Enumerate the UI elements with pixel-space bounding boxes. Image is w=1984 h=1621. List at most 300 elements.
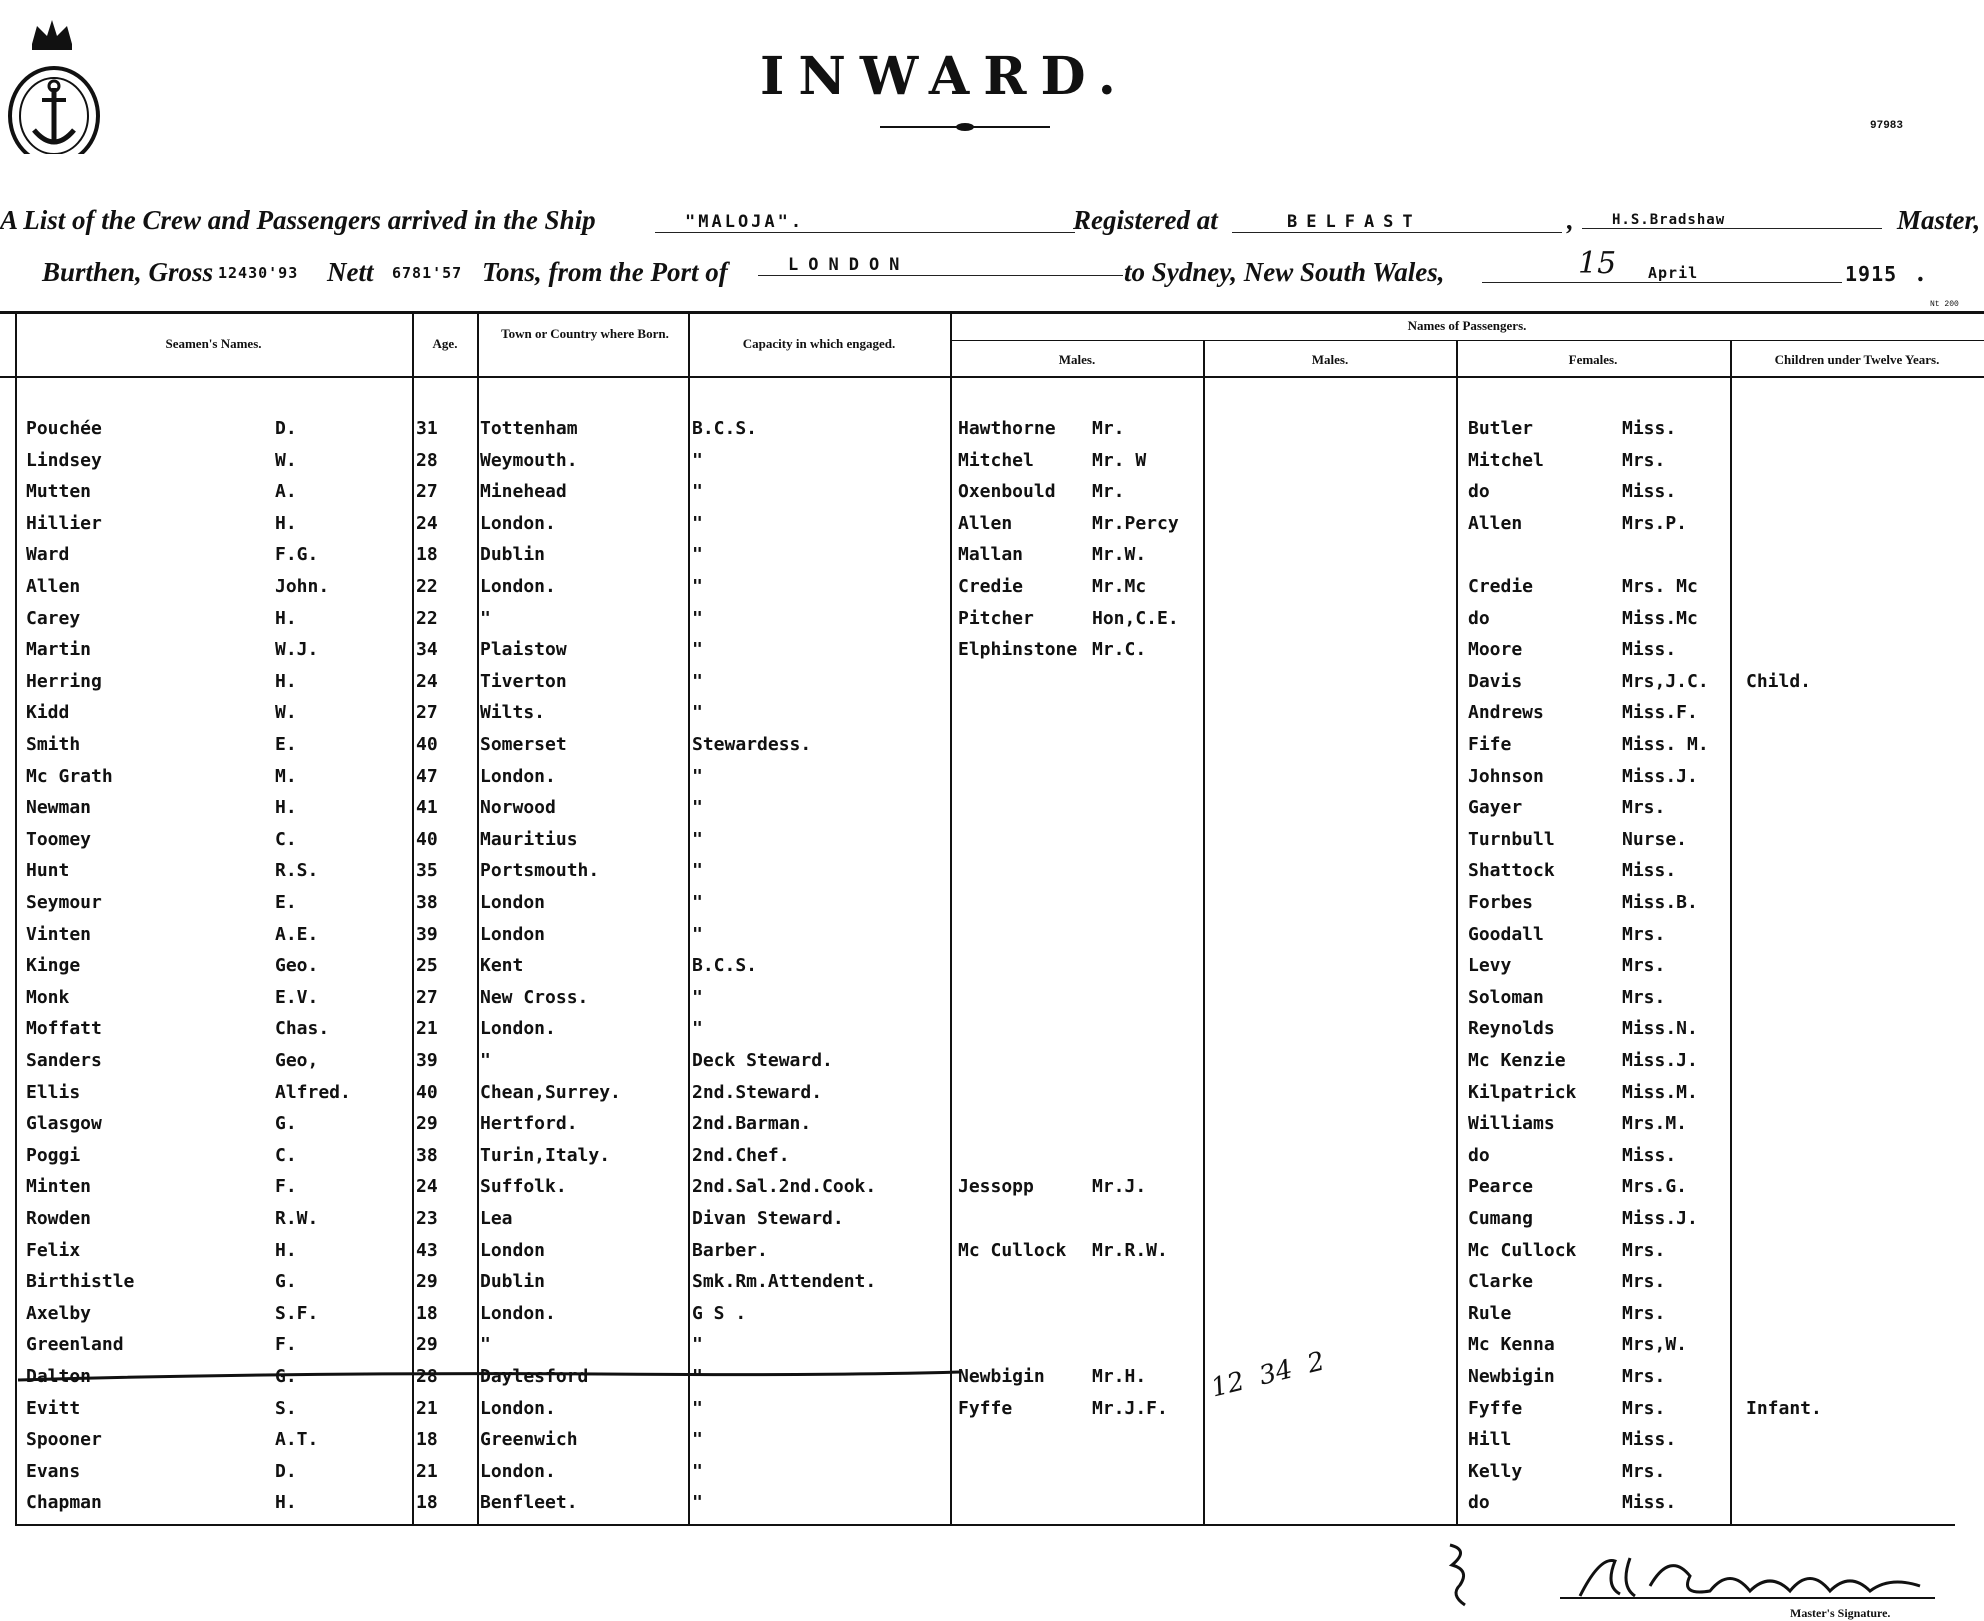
master-name: H.S.Bradshaw: [1582, 212, 1882, 229]
crew-town: Mauritius: [480, 829, 578, 850]
col-divider: [477, 314, 479, 1526]
crew-town: Wilts.: [480, 702, 546, 723]
female-passenger-surname: Kelly: [1468, 1461, 1523, 1482]
female-passenger-surname: Mc Kenzie: [1468, 1050, 1566, 1071]
crew-capacity: ": [692, 1334, 703, 1355]
crew-surname: Mutten: [26, 481, 92, 502]
crew-surname: Hunt: [26, 860, 70, 881]
header-town: Town or Country where Born.: [501, 326, 669, 341]
arrival-day: 15: [1578, 246, 1617, 281]
header-males-1: Males.: [1058, 352, 1096, 367]
crew-initial: S.F.: [275, 1303, 319, 1324]
header-capacity: Capacity in which engaged.: [742, 336, 896, 351]
col-divider: [950, 314, 952, 1526]
crew-town: London.: [480, 1303, 556, 1324]
crew-surname: Axelby: [26, 1303, 92, 1324]
crew-age: 40: [416, 734, 438, 755]
child-entry: Infant.: [1746, 1398, 1822, 1419]
to-sydney-label: to Sydney, New South Wales,: [1124, 257, 1445, 287]
crew-town: London.: [480, 1018, 556, 1039]
crew-town: Somerset: [480, 734, 567, 755]
initial-mark-icon: [1440, 1540, 1480, 1610]
crew-capacity: ": [692, 513, 703, 534]
female-passenger-surname: do: [1468, 608, 1490, 629]
crew-surname: Felix: [26, 1240, 81, 1261]
male-passenger-title: Mr.Mc: [1092, 576, 1147, 597]
comma: ,: [1567, 205, 1574, 235]
male-passenger-surname: Elphinstone: [958, 639, 1078, 660]
crew-capacity: B.C.S.: [692, 955, 758, 976]
crew-initial: G.: [275, 1113, 297, 1134]
female-passenger-surname: Forbes: [1468, 892, 1534, 913]
crew-town: Suffolk.: [480, 1176, 567, 1197]
crew-initial: H.: [275, 608, 297, 629]
gross-tonnage: 12430'93: [218, 264, 299, 282]
female-passenger-title: Miss. M.: [1622, 734, 1709, 755]
female-passenger-surname: Goodall: [1468, 924, 1544, 945]
female-passenger-surname: Fife: [1468, 734, 1512, 755]
crew-surname: Spooner: [26, 1429, 102, 1450]
crew-capacity: Smk.Rm.Attendent.: [692, 1271, 877, 1292]
crew-age: 24: [416, 1176, 438, 1197]
table-top-rule: [0, 311, 1984, 314]
crew-town: London.: [480, 576, 556, 597]
crew-initial: W.J.: [275, 639, 319, 660]
crew-age: 39: [416, 924, 438, 945]
master-label: Master,: [1897, 205, 1981, 235]
crew-age: 24: [416, 513, 438, 534]
female-passenger-title: Miss.: [1622, 481, 1677, 502]
crew-surname: Lindsey: [26, 450, 102, 471]
crew-surname: Martin: [26, 639, 92, 660]
crew-age: 22: [416, 576, 438, 597]
crew-capacity: Stewardess.: [692, 734, 812, 755]
crew-age: 25: [416, 955, 438, 976]
crew-surname: Kinge: [26, 955, 81, 976]
ship-name: "MALOJA".: [655, 212, 1075, 233]
crew-initial: John.: [275, 576, 330, 597]
male-passenger-title: Mr.: [1092, 481, 1125, 502]
crew-town: London.: [480, 1461, 556, 1482]
crew-surname: Carey: [26, 608, 81, 629]
crew-surname: Greenland: [26, 1334, 124, 1355]
crew-surname: Pouchée: [26, 418, 102, 439]
crew-initial: G.: [275, 1366, 297, 1387]
female-passenger-surname: Rule: [1468, 1303, 1512, 1324]
crew-surname: Ward: [26, 544, 70, 565]
crew-town: Kent: [480, 955, 524, 976]
male-passenger-title: Mr.W.: [1092, 544, 1147, 565]
port-of-departure: LONDON: [758, 255, 1123, 276]
female-passenger-title: Mrs.: [1622, 1240, 1666, 1261]
female-passenger-title: Miss.N.: [1622, 1018, 1698, 1039]
female-passenger-surname: Cumang: [1468, 1208, 1534, 1229]
female-passenger-surname: Allen: [1468, 513, 1523, 534]
crew-town: Weymouth.: [480, 450, 578, 471]
crew-age: 40: [416, 1082, 438, 1103]
crew-age: 28: [416, 1366, 438, 1387]
male-passenger-surname: Credie: [958, 576, 1024, 597]
crew-capacity: ": [692, 1461, 703, 1482]
nett-label: Nett: [327, 257, 374, 287]
female-passenger-title: Miss.J.: [1622, 766, 1698, 787]
crew-age: 21: [416, 1461, 438, 1482]
arrival-year: 1915: [1845, 262, 1898, 286]
crew-capacity: 2nd.Steward.: [692, 1082, 823, 1103]
female-passenger-surname: do: [1468, 481, 1490, 502]
crew-town: London: [480, 892, 546, 913]
child-entry: Child.: [1746, 671, 1812, 692]
crew-age: 38: [416, 892, 438, 913]
crew-initial: E.V.: [275, 987, 319, 1008]
male-passenger-title: Mr.R.W.: [1092, 1240, 1168, 1261]
male-passenger-title: Mr.Percy: [1092, 513, 1179, 534]
crew-surname: Mc Grath: [26, 766, 113, 787]
female-passenger-title: Miss.: [1622, 1429, 1677, 1450]
crew-initial: Chas.: [275, 1018, 330, 1039]
crew-capacity: ": [692, 481, 703, 502]
female-passenger-surname: Butler: [1468, 418, 1534, 439]
crew-initial: A.T.: [275, 1429, 319, 1450]
crew-age: 43: [416, 1240, 438, 1261]
female-passenger-title: Mrs,W.: [1622, 1334, 1688, 1355]
crew-initial: C.: [275, 1145, 297, 1166]
female-passenger-title: Mrs.: [1622, 1398, 1666, 1419]
crew-surname: Moffatt: [26, 1018, 102, 1039]
crew-initial: W.: [275, 702, 297, 723]
male-passenger-surname: Mc Cullock: [958, 1240, 1067, 1261]
female-passenger-title: Mrs.: [1622, 924, 1666, 945]
female-passenger-surname: Reynolds: [1468, 1018, 1555, 1039]
crew-initial: G.: [275, 1271, 297, 1292]
crew-age: 18: [416, 1429, 438, 1450]
crew-age: 27: [416, 481, 438, 502]
crew-age: 29: [416, 1334, 438, 1355]
crew-capacity: G S .: [692, 1303, 747, 1324]
crew-town: New Cross.: [480, 987, 589, 1008]
crew-age: 29: [416, 1113, 438, 1134]
female-passenger-surname: Hill: [1468, 1429, 1512, 1450]
female-passenger-title: Miss.F.: [1622, 702, 1698, 723]
female-passenger-title: Miss.: [1622, 860, 1677, 881]
crew-initial: E.: [275, 892, 297, 913]
crew-capacity: ": [692, 450, 703, 471]
crew-capacity: ": [692, 829, 703, 850]
crew-surname: Evans: [26, 1461, 81, 1482]
crew-age: 28: [416, 450, 438, 471]
crew-surname: Kidd: [26, 702, 70, 723]
female-passenger-surname: Gayer: [1468, 797, 1523, 818]
crew-initial: H.: [275, 1492, 297, 1513]
female-passenger-title: Mrs.: [1622, 955, 1666, 976]
crew-town: Norwood: [480, 797, 556, 818]
crew-capacity: ": [692, 1429, 703, 1450]
crew-capacity: Deck Steward.: [692, 1050, 833, 1071]
crew-town: Tottenham: [480, 418, 578, 439]
crew-age: 22: [416, 608, 438, 629]
crew-surname: Vinten: [26, 924, 92, 945]
crew-capacity: ": [692, 924, 703, 945]
female-passenger-surname: Shattock: [1468, 860, 1555, 881]
female-passenger-surname: Mitchel: [1468, 450, 1544, 471]
crew-initial: H.: [275, 797, 297, 818]
crew-surname: Birthistle: [26, 1271, 135, 1292]
crew-initial: Alfred.: [275, 1082, 351, 1103]
female-passenger-title: Nurse.: [1622, 829, 1688, 850]
female-passenger-surname: Clarke: [1468, 1271, 1534, 1292]
crew-surname: Chapman: [26, 1492, 102, 1513]
crew-surname: Herring: [26, 671, 102, 692]
female-passenger-surname: Davis: [1468, 671, 1523, 692]
female-passenger-title: Miss.: [1622, 418, 1677, 439]
crew-initial: F.G.: [275, 544, 319, 565]
male-passenger-surname: Fyffe: [958, 1398, 1013, 1419]
crew-capacity: 2nd.Barman.: [692, 1113, 812, 1134]
female-passenger-surname: Newbigin: [1468, 1366, 1555, 1387]
col-divider: [1456, 340, 1458, 1526]
crew-age: 41: [416, 797, 438, 818]
crew-capacity: ": [692, 702, 703, 723]
male-passenger-title: Mr.: [1092, 418, 1125, 439]
table-bottom-rule: [15, 1524, 1955, 1526]
crew-capacity: ": [692, 1366, 703, 1387]
female-passenger-title: Mrs. Mc: [1622, 576, 1698, 597]
crew-age: 23: [416, 1208, 438, 1229]
passenger-subheader-rule: [952, 340, 1984, 341]
crew-surname: Newman: [26, 797, 92, 818]
male-passenger-surname: Newbigin: [958, 1366, 1045, 1387]
crew-town: Turin,Italy.: [480, 1145, 611, 1166]
female-passenger-surname: Johnson: [1468, 766, 1544, 787]
crew-capacity: ": [692, 860, 703, 881]
male-passenger-title: Mr.J.F.: [1092, 1398, 1168, 1419]
crew-town: London.: [480, 766, 556, 787]
crew-surname: Monk: [26, 987, 70, 1008]
crew-town: London: [480, 1240, 546, 1261]
crew-initial: R.W.: [275, 1208, 319, 1229]
crew-age: 34: [416, 639, 438, 660]
female-passenger-surname: Mc Kenna: [1468, 1334, 1555, 1355]
crew-surname: Ellis: [26, 1082, 81, 1103]
crew-surname: Dalton: [26, 1366, 92, 1387]
col-divider: [15, 314, 17, 1526]
male-passenger-surname: Pitcher: [958, 608, 1034, 629]
male-passenger-title: Hon,C.E.: [1092, 608, 1179, 629]
male-passenger-surname: Mallan: [958, 544, 1024, 565]
crew-age: 21: [416, 1018, 438, 1039]
female-passenger-title: Mrs.: [1622, 1303, 1666, 1324]
crew-town: Dublin: [480, 1271, 546, 1292]
master-signature-caption: Master's Signature.: [1790, 1606, 1891, 1620]
crew-surname: Sanders: [26, 1050, 102, 1071]
female-passenger-title: Mrs.: [1622, 1366, 1666, 1387]
female-passenger-surname: Kilpatrick: [1468, 1082, 1577, 1103]
crew-age: 27: [416, 987, 438, 1008]
crew-age: 18: [416, 1303, 438, 1324]
crew-town: Tiverton: [480, 671, 567, 692]
crew-surname: Seymour: [26, 892, 102, 913]
crew-town: Chean,Surrey.: [480, 1082, 621, 1103]
female-passenger-title: Miss.: [1622, 1492, 1677, 1513]
crew-town: Plaistow: [480, 639, 567, 660]
crew-surname: Rowden: [26, 1208, 92, 1229]
crew-capacity: ": [692, 671, 703, 692]
crew-town: Daylesford: [480, 1366, 589, 1387]
header-seamen-names: Seamen's Names.: [165, 336, 262, 351]
header-males-2: Males.: [1311, 352, 1349, 367]
crew-surname: Allen: [26, 576, 81, 597]
female-passenger-title: Miss.Mc: [1622, 608, 1698, 629]
header-age: Age.: [432, 336, 458, 351]
crew-age: 29: [416, 1271, 438, 1292]
tons-from-port-label: Tons, from the Port of: [482, 257, 728, 287]
master-signature-icon: [1560, 1546, 1940, 1606]
document-title: INWARD.: [760, 46, 1130, 107]
shipping-master-seal-icon: [2, 14, 102, 154]
female-passenger-surname: Pearce: [1468, 1176, 1534, 1197]
female-passenger-surname: Fyffe: [1468, 1398, 1523, 1419]
crew-town: Minehead: [480, 481, 567, 502]
arrival-month: April: [1648, 264, 1699, 282]
form-small-ref: Nt 200: [1930, 300, 1959, 309]
crew-capacity: ": [692, 576, 703, 597]
crew-initial: Geo.: [275, 955, 319, 976]
crew-surname: Smith: [26, 734, 81, 755]
male-passenger-title: Mr.J.: [1092, 1176, 1147, 1197]
crew-age: 40: [416, 829, 438, 850]
female-passenger-title: Mrs.: [1622, 987, 1666, 1008]
crew-town: London.: [480, 513, 556, 534]
crew-capacity: ": [692, 1018, 703, 1039]
crew-age: 24: [416, 671, 438, 692]
female-passenger-surname: do: [1468, 1145, 1490, 1166]
male-passenger-surname: Allen: [958, 513, 1013, 534]
female-passenger-title: Mrs.: [1622, 1461, 1666, 1482]
crew-capacity: ": [692, 639, 703, 660]
female-passenger-title: Miss.B.: [1622, 892, 1698, 913]
crew-town: Benfleet.: [480, 1492, 578, 1513]
crew-initial: M.: [275, 766, 297, 787]
female-passenger-surname: Mc Cullock: [1468, 1240, 1577, 1261]
crew-initial: A.: [275, 481, 297, 502]
header-children: Children under Twelve Years.: [1774, 352, 1940, 367]
crew-initial: D.: [275, 418, 297, 439]
crew-surname: Evitt: [26, 1398, 81, 1419]
crew-initial: W.: [275, 450, 297, 471]
crew-surname: Poggi: [26, 1145, 81, 1166]
crew-initial: R.S.: [275, 860, 319, 881]
female-passenger-title: Mrs,J.C.: [1622, 671, 1709, 692]
male-passenger-title: Mr. W: [1092, 450, 1147, 471]
table-header-rule: [0, 376, 1984, 378]
female-passenger-surname: Turnbull: [1468, 829, 1555, 850]
header-passengers: Names of Passengers.: [1407, 318, 1527, 333]
crew-capacity: 2nd.Chef.: [692, 1145, 790, 1166]
female-passenger-title: Miss.J.: [1622, 1208, 1698, 1229]
male-passenger-surname: Jessopp: [958, 1176, 1034, 1197]
crew-age: 35: [416, 860, 438, 881]
crew-age: 21: [416, 1398, 438, 1419]
crew-surname: Glasgow: [26, 1113, 102, 1134]
col-divider: [688, 314, 690, 1526]
female-passenger-title: Mrs.P.: [1622, 513, 1688, 534]
list-intro-text: A List of the Crew and Passengers arrived in the Ship: [0, 205, 596, 235]
crew-capacity: ": [692, 766, 703, 787]
crew-town: Lea: [480, 1208, 513, 1229]
col-divider: [1730, 340, 1732, 1526]
crew-capacity: B.C.S.: [692, 418, 758, 439]
crew-capacity: 2nd.Sal.2nd.Cook.: [692, 1176, 877, 1197]
crew-age: 27: [416, 702, 438, 723]
crew-capacity: ": [692, 608, 703, 629]
female-passenger-surname: Soloman: [1468, 987, 1544, 1008]
crew-age: 18: [416, 1492, 438, 1513]
female-passenger-surname: Levy: [1468, 955, 1512, 976]
handwritten-tally: 12 34 2: [1208, 1346, 1328, 1404]
crew-surname: Hillier: [26, 513, 102, 534]
crew-town: Hertford.: [480, 1113, 578, 1134]
crew-capacity: ": [692, 797, 703, 818]
crew-town: Greenwich: [480, 1429, 578, 1450]
female-passenger-surname: do: [1468, 1492, 1490, 1513]
female-passenger-title: Mrs.G.: [1622, 1176, 1688, 1197]
female-passenger-title: Mrs.: [1622, 450, 1666, 471]
crew-initial: D.: [275, 1461, 297, 1482]
crew-initial: C.: [275, 829, 297, 850]
crew-town: ": [480, 608, 491, 629]
crew-capacity: Barber.: [692, 1240, 768, 1261]
male-passenger-title: Mr.H.: [1092, 1366, 1147, 1387]
female-passenger-surname: Moore: [1468, 639, 1523, 660]
registered-at-label: Registered at: [1073, 205, 1218, 235]
crew-capacity: ": [692, 1492, 703, 1513]
reference-number: 97983: [1870, 120, 1904, 132]
crew-town: Dublin: [480, 544, 546, 565]
crew-initial: Geo,: [275, 1050, 319, 1071]
crew-capacity: ": [692, 892, 703, 913]
crew-age: 39: [416, 1050, 438, 1071]
crew-capacity: ": [692, 987, 703, 1008]
male-passenger-surname: Hawthorne: [958, 418, 1056, 439]
crew-initial: H.: [275, 671, 297, 692]
crew-surname: Toomey: [26, 829, 92, 850]
crew-age: 38: [416, 1145, 438, 1166]
crew-age: 47: [416, 766, 438, 787]
crew-town: London: [480, 924, 546, 945]
crew-initial: E.: [275, 734, 297, 755]
male-passenger-surname: Oxenbould: [958, 481, 1056, 502]
crew-capacity: ": [692, 544, 703, 565]
crew-surname: Minten: [26, 1176, 92, 1197]
crew-initial: F.: [275, 1334, 297, 1355]
male-passenger-surname: Mitchel: [958, 450, 1034, 471]
female-passenger-title: Miss.M.: [1622, 1082, 1698, 1103]
crew-initial: H.: [275, 513, 297, 534]
col-divider: [1203, 340, 1205, 1526]
crew-capacity: Divan Steward.: [692, 1208, 844, 1229]
female-passenger-title: Mrs.: [1622, 797, 1666, 818]
female-passenger-surname: Credie: [1468, 576, 1534, 597]
crew-capacity: ": [692, 1398, 703, 1419]
crew-initial: A.E.: [275, 924, 319, 945]
female-passenger-title: Miss.J.: [1622, 1050, 1698, 1071]
female-passenger-title: Mrs.M.: [1622, 1113, 1688, 1134]
crew-town: ": [480, 1050, 491, 1071]
col-divider: [412, 314, 414, 1526]
crew-initial: H.: [275, 1240, 297, 1261]
crew-initial: S.: [275, 1398, 297, 1419]
female-passenger-title: Miss.: [1622, 639, 1677, 660]
